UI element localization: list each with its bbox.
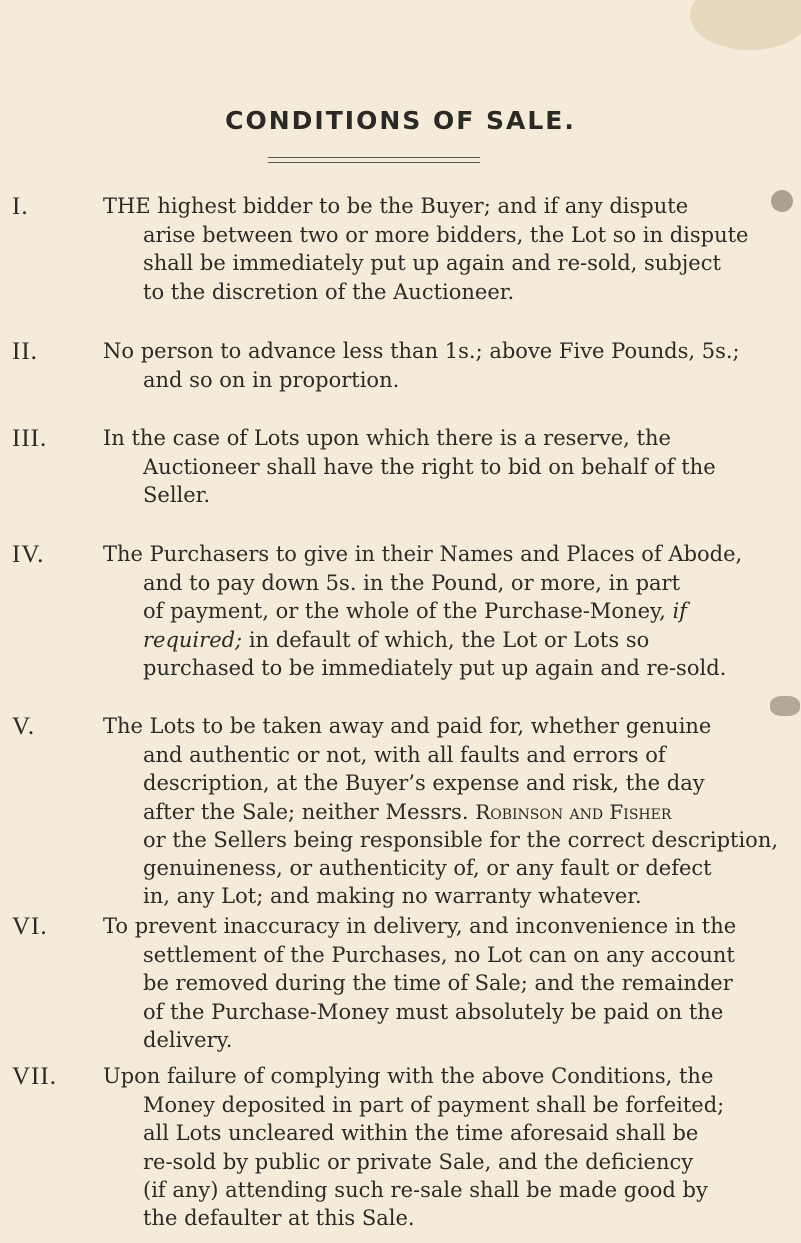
condition-line: delivery. [143,1027,233,1052]
condition-line: all Lots uncleared within the time aforesaid shall be [143,1121,699,1146]
condition-text [143,941,743,1054]
condition-line: re-sold by public or private Sale, and the deficiency [143,1149,694,1174]
condition-text [143,569,743,682]
condition-text [143,1091,743,1232]
paper-stain-side [770,696,800,716]
condition-line-part: of payment, or the whole of the Purchase-Money, [143,599,666,624]
condition-line: the defaulter at this Sale. [143,1206,415,1231]
condition-italic-if: if [672,599,687,624]
condition-numeral: IV. [12,541,45,568]
condition-line: settlement of the Purchases, no Lot can on any account [143,943,735,967]
condition-line: in, any Lot; and making no warranty whatever. [143,884,642,909]
paper-stain-dot [771,190,793,212]
condition-line: shall be immediately put up again and re-sold, subject [143,251,721,276]
condition-line-part: in default of which, the Lot or Lots so [248,627,650,652]
condition-text [143,453,743,510]
condition-line [143,597,743,625]
condition-italic-required: required; [143,627,243,652]
condition-line: and so on in proportion. [143,368,400,392]
condition-line: or the Sellers being responsible for the correct description, [143,827,779,852]
condition-text [143,741,779,911]
condition-first-line: The Purchasers to give in their Names and Places of Abode, [103,542,743,566]
auctioneer-names: Robinson and Fisher [475,799,672,824]
condition-line: and authentic or not, with all faults and errors of [143,743,666,767]
condition-line: purchased to be immediately put up again and re-sold. [143,655,727,680]
condition-first-line: THE highest bidder to be the Buyer; and if any dispute [103,194,689,218]
condition-first-line: In the case of Lots upon which there is a reserve, the [103,426,671,450]
condition-line: description, at the Buyer’s expense and risk, the day [143,771,705,796]
condition-line: Seller. [143,483,211,508]
condition-numeral: V. [12,713,36,740]
condition-line: of the Purchase-Money must absolutely be paid on the [143,999,724,1024]
condition-first-line: No person to advance less than 1s.; above Five Pounds, 5s.; [103,339,740,363]
condition-line: (if any) attending such re-sale shall be made good by [143,1177,708,1202]
condition-text [143,366,743,394]
condition-first-line: Upon failure of complying with the above Conditions, the [103,1064,714,1088]
page-title: CONDITIONS OF SALE. [225,106,576,135]
condition-line [143,798,743,826]
condition-numeral: I. [12,193,29,220]
title-rule [268,157,480,163]
condition-line: to the discretion of the Auctioneer. [143,279,515,304]
condition-line: Auctioneer shall have the right to bid on behalf of the [143,455,716,479]
condition-line: arise between two or more bidders, the Lot so in dispute [143,223,749,247]
condition-first-line: The Lots to be taken away and paid for, whether genuine [103,714,712,738]
condition-line: Money deposited in part of payment shall be forfeited; [143,1093,725,1117]
condition-first-line: To prevent inaccuracy in delivery, and inconvenience in the [103,914,737,938]
condition-numeral: VI. [12,913,48,940]
condition-line-part: after the Sale; neither Messrs. [143,799,469,824]
condition-line: be removed during the time of Sale; and the remainder [143,971,733,996]
condition-line: genuineness, or authenticity of, or any fault or defect [143,856,712,881]
paper-stain-top [690,0,801,50]
condition-numeral: VII. [12,1063,57,1090]
condition-text [143,221,749,306]
condition-line: and to pay down 5s. in the Pound, or more, in part [143,571,681,595]
condition-numeral: III. [12,425,48,452]
condition-line [143,626,743,654]
condition-numeral: II. [12,338,38,365]
